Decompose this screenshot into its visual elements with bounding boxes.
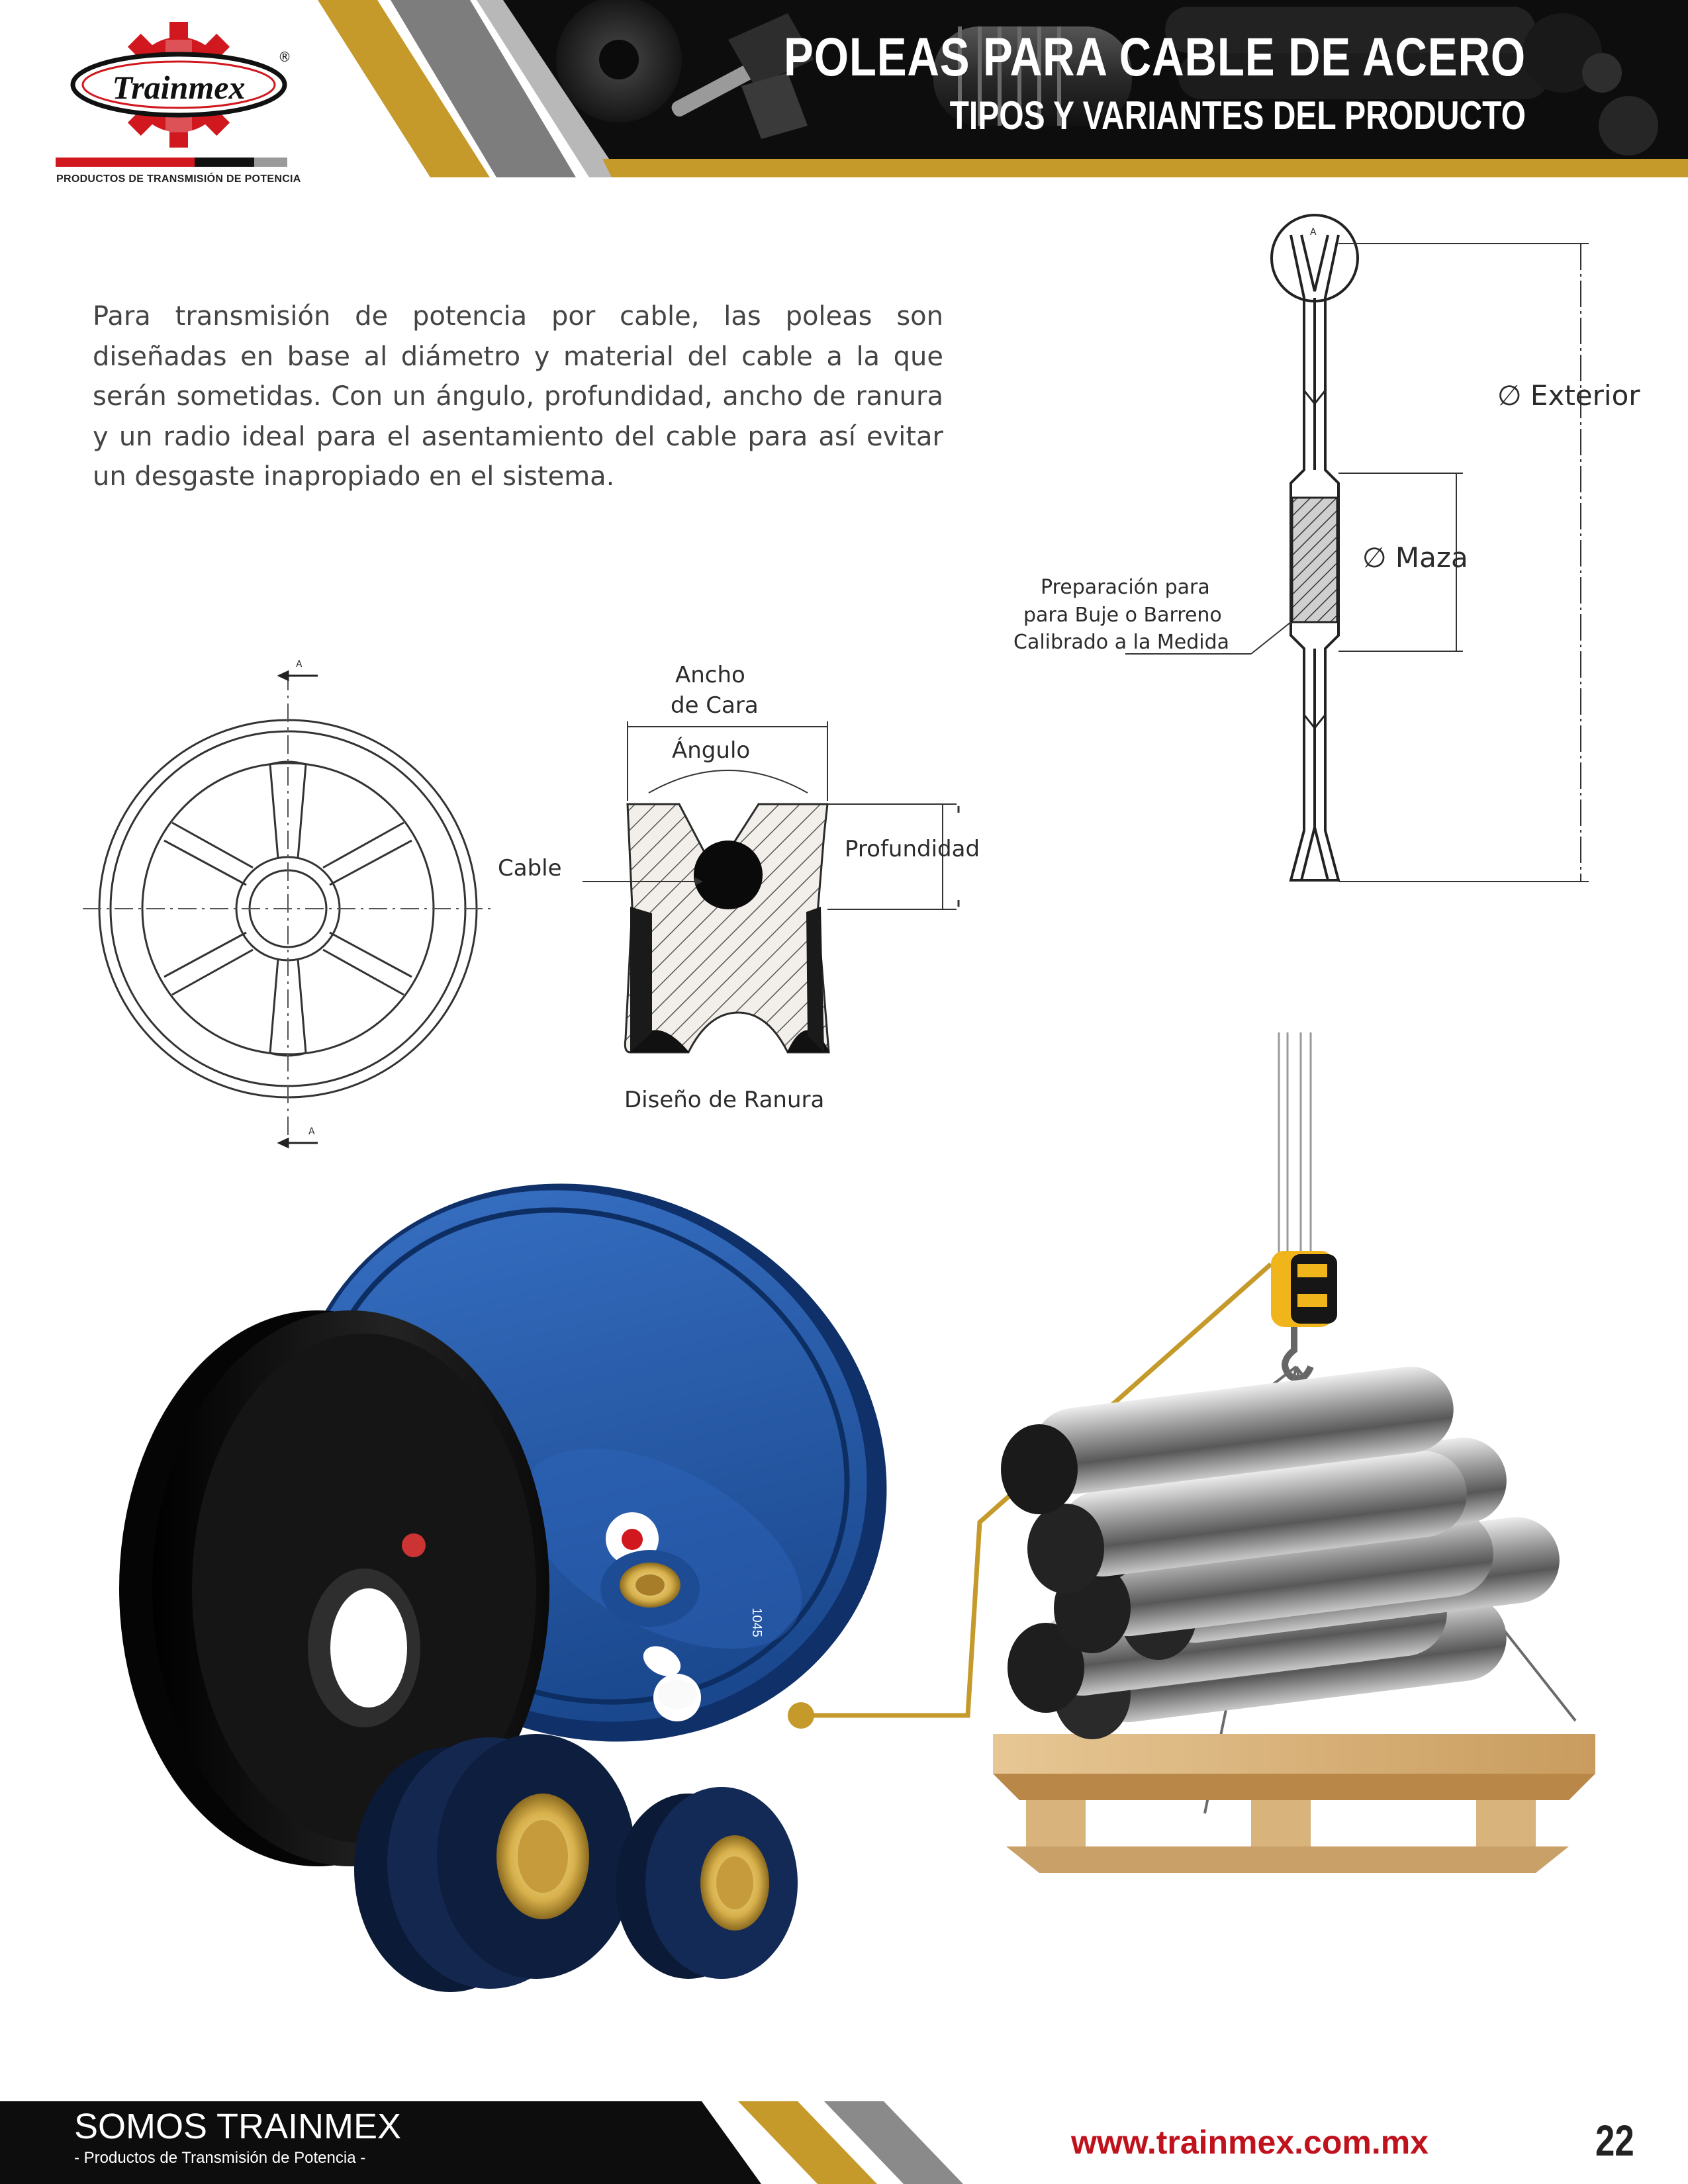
face-width-label-line1: Ancho	[675, 662, 745, 688]
section-mark-detail: A	[1310, 227, 1317, 238]
groove-caption: Diseño de Ranura	[624, 1087, 825, 1113]
exterior-diameter-label: ∅ Exterior	[1497, 379, 1640, 412]
page-number: 22	[1595, 2116, 1634, 2165]
angle-label: Ángulo	[672, 737, 751, 764]
logo-bar-black	[195, 158, 254, 167]
prep-label-line1: Preparación para	[1041, 576, 1210, 599]
depth-label: Profundidad	[845, 836, 980, 862]
logo-brand-name: Trainmex	[112, 69, 246, 106]
footer-subtitle: - Productos de Transmisión de Potencia -	[74, 2149, 366, 2167]
logo-tagline: PRODUCTOS DE TRANSMISIÓN DE POTENCIA	[56, 173, 301, 185]
callout-dot	[788, 1702, 814, 1729]
logo-bar-gray	[254, 158, 287, 167]
blue-pulley-hub	[600, 1550, 700, 1627]
intro-paragraph: Para transmisión de potencia por cable, las poleas son diseñadas en base al diámetro y material del cable a la que serán sometidas. Con un ángulo, profundidad, ancho de ranura y un radio ideal para el asentamiento del cable para así evitar un desgaste inapropiado en el sistema.	[93, 301, 943, 492]
pulley-marking-text: 1045	[749, 1608, 764, 1637]
footer-website-link[interactable]: www.trainmex.com.mx	[1071, 2124, 1429, 2161]
pulley-section-view-drawing	[993, 212, 1589, 893]
footer-title: SOMOS TRAINMEX	[74, 2107, 402, 2146]
pallet-image	[993, 1734, 1595, 1873]
page-title: POLEAS PARA CABLE DE ACERO	[784, 27, 1526, 87]
product-photo-illustration	[79, 1032, 1622, 2071]
steel-pipes-image	[1001, 1361, 1564, 1739]
section-mark-bottom: A	[308, 1126, 315, 1137]
header-gold-underline	[602, 159, 1688, 177]
logo-bar-red	[56, 158, 195, 167]
logo-registered-mark: ®	[278, 49, 291, 65]
small-pulleys-image	[354, 1734, 798, 1992]
face-width-label-line2: de Cara	[671, 692, 759, 719]
prep-label-line2: para Buje o Barreno	[1023, 604, 1222, 627]
cable-label: Cable	[498, 855, 562, 882]
section-mark-top: A	[296, 659, 303, 670]
page-subtitle: TIPOS Y VARIANTES DEL PRODUCTO	[949, 93, 1526, 138]
hub-diameter-label: ∅ Maza	[1362, 541, 1468, 574]
crane-hook-image	[1271, 1032, 1337, 1379]
prep-label-line3: Calibrado a la Medida	[1013, 631, 1230, 654]
